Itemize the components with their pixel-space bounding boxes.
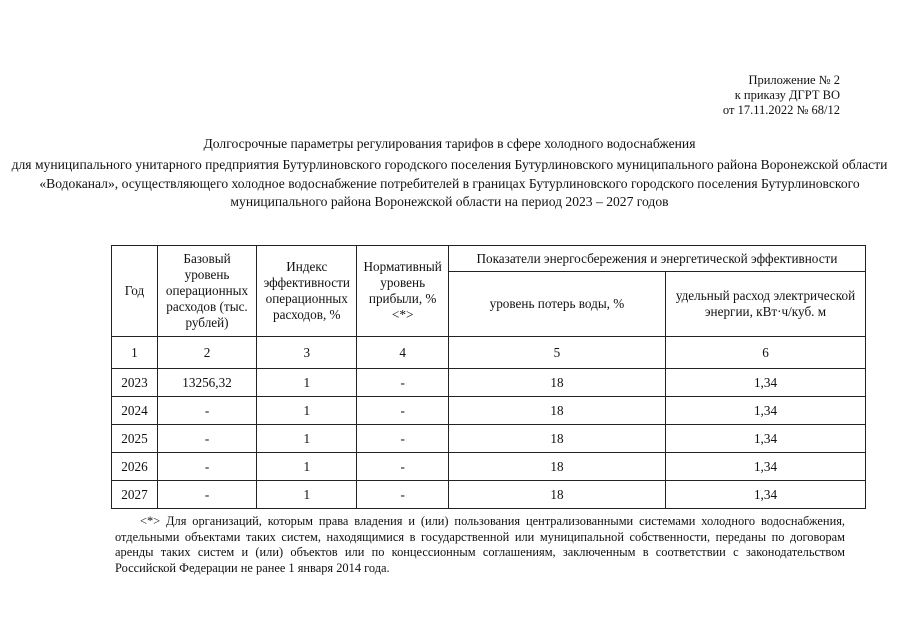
column-number: 6 — [666, 337, 866, 369]
cell-year: 2026 — [112, 453, 158, 481]
cell-base-level: - — [157, 453, 256, 481]
cell-profit-level: - — [357, 453, 448, 481]
cell-base-level: 13256,32 — [157, 369, 256, 397]
table-row — [112, 453, 866, 481]
cell-energy-consumption: 1,34 — [666, 425, 866, 453]
cell-year: 2024 — [112, 397, 158, 425]
cell-water-loss: 18 — [448, 397, 665, 425]
cell-energy-consumption: 1,34 — [666, 481, 866, 509]
tariff-parameters-table — [111, 245, 866, 509]
table-row — [112, 425, 866, 453]
header-year: Год — [112, 246, 158, 337]
header-efficiency-index: Индекс эффективности операционных расходов, % — [257, 246, 357, 337]
appendix-reference — [723, 73, 840, 118]
title-line-main: Долгосрочные параметры регулирования тарифов в сфере холодного водоснабжения — [203, 136, 696, 151]
cell-energy-consumption: 1,34 — [666, 369, 866, 397]
table-row — [112, 397, 866, 425]
cell-energy-consumption: 1,34 — [666, 397, 866, 425]
cell-base-level: - — [157, 425, 256, 453]
cell-profit-level: - — [357, 481, 448, 509]
header-energy-group: Показатели энергосбережения и энергетической эффективности — [448, 246, 865, 272]
cell-profit-level: - — [357, 369, 448, 397]
cell-profit-level: - — [357, 425, 448, 453]
table-row — [112, 481, 866, 509]
appendix-order-ref: к приказу ДГРТ ВО — [734, 88, 840, 102]
cell-base-level: - — [157, 481, 256, 509]
header-profit-level: Нормативный уровень прибыли, % <*> — [357, 246, 448, 337]
cell-efficiency-index: 1 — [257, 453, 357, 481]
cell-base-level: - — [157, 397, 256, 425]
cell-water-loss: 18 — [448, 425, 665, 453]
cell-year: 2025 — [112, 425, 158, 453]
column-number: 3 — [257, 337, 357, 369]
cell-water-loss: 18 — [448, 369, 665, 397]
cell-water-loss: 18 — [448, 481, 665, 509]
cell-profit-level: - — [357, 397, 448, 425]
column-number: 1 — [112, 337, 158, 369]
title-line-subject: для муниципального унитарного предприятия Бутурлиновского городского поселения Бутурлиновского муниципального района Воронежской области «Водоканал», осуществляющего холодное водоснабжение потребителей в границах Бутурлиновского городского поселения Бутурлиновского муниципального района Воронежской области на период 2023 – 2027 годов — [11, 157, 888, 209]
column-number: 5 — [448, 337, 665, 369]
table-column-numbers-row — [112, 337, 866, 369]
header-energy-consumption: удельный расход электрической энергии, кВт·ч/куб. м — [666, 272, 866, 337]
cell-efficiency-index: 1 — [257, 369, 357, 397]
cell-efficiency-index: 1 — [257, 397, 357, 425]
cell-energy-consumption: 1,34 — [666, 453, 866, 481]
appendix-number: Приложение № 2 — [748, 73, 840, 87]
cell-efficiency-index: 1 — [257, 425, 357, 453]
cell-year: 2023 — [112, 369, 158, 397]
column-number: 2 — [157, 337, 256, 369]
header-water-loss: уровень потерь воды, % — [448, 272, 665, 337]
table-row — [112, 369, 866, 397]
cell-year: 2027 — [112, 481, 158, 509]
document-title — [0, 133, 899, 212]
cell-water-loss: 18 — [448, 453, 665, 481]
column-number: 4 — [357, 337, 448, 369]
appendix-order-date: от 17.11.2022 № 68/12 — [722, 103, 840, 117]
cell-efficiency-index: 1 — [257, 481, 357, 509]
header-base-level: Базовый уровень операционных расходов (тыс. рублей) — [157, 246, 256, 337]
footnote: <*> Для организаций, которым права владения и (или) пользования централизованными системами холодного водоснабжения, отдельными объектами таких систем, находящимися в государственной или муниципальной собственности, переданы по договорам аренды таких систем и (или) объектов или по концессионным соглашениям, заключенным в соответствии с законодательством Российской Федерации не ранее 1 января 2014 года. — [115, 514, 845, 575]
table-header-row — [112, 246, 866, 272]
